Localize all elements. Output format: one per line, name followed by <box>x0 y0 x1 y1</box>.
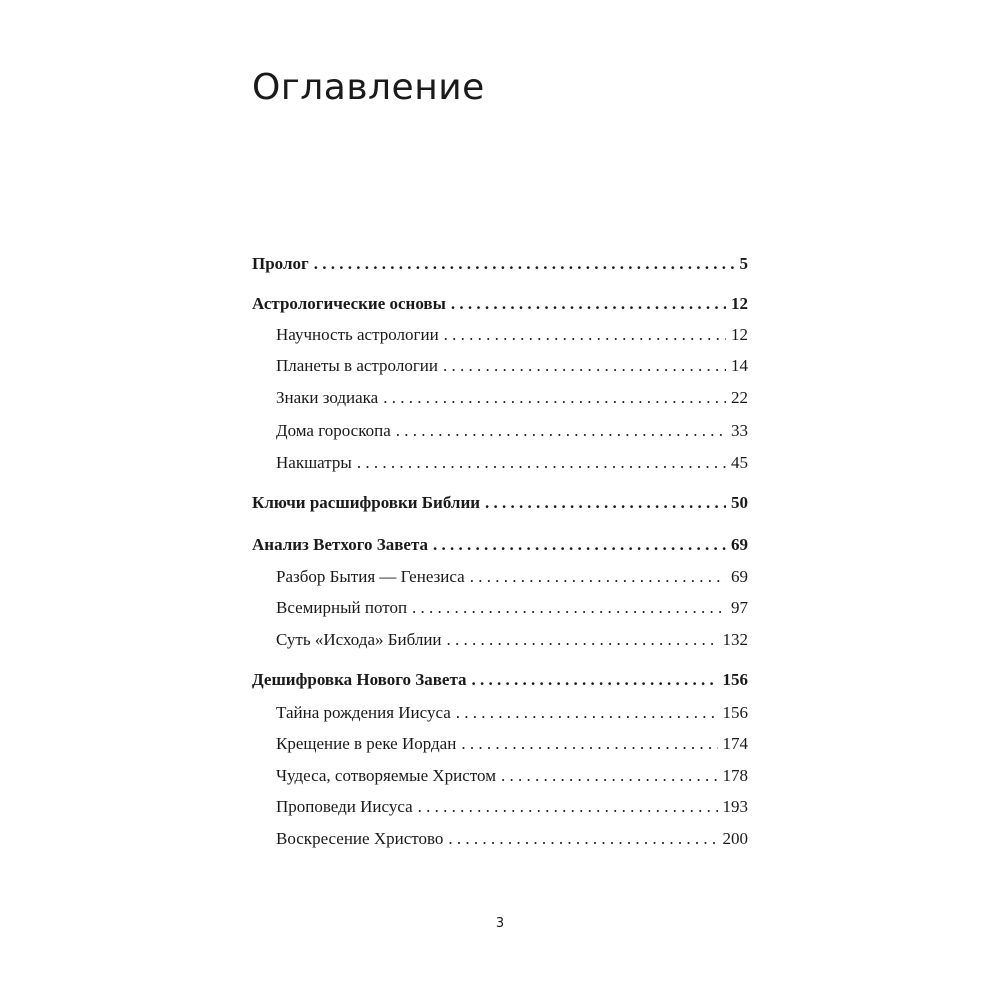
toc-entry-title: Накшатры <box>276 453 352 472</box>
toc-entry-page: 33 <box>731 421 748 440</box>
toc-entry-title: Тайна рождения Иисуса <box>276 703 451 722</box>
toc-entry-baptism[interactable] <box>276 734 748 754</box>
toc-entry-page: 45 <box>731 453 748 472</box>
toc-entry-page: 174 <box>722 734 748 753</box>
toc-entry-prologue[interactable] <box>252 254 748 274</box>
toc-entry-page: 156 <box>722 670 748 689</box>
toc-leader-dots <box>357 453 726 473</box>
toc-leader-dots <box>451 294 726 314</box>
toc-entry-page: 5 <box>739 254 748 273</box>
toc-entry-page: 69 <box>731 535 748 554</box>
toc-entry-houses[interactable] <box>276 421 748 441</box>
toc-entry-title: Планеты в астрологии <box>276 356 438 375</box>
toc-entry-title: Анализ Ветхого Завета <box>252 535 429 554</box>
toc-leader-dots <box>418 797 718 817</box>
toc-leader-dots <box>433 535 726 555</box>
toc-entry-page: 69 <box>731 567 748 586</box>
toc-entry-old-testament[interactable] <box>252 535 748 555</box>
toc-entry-miracles[interactable] <box>276 766 748 786</box>
toc-entry-page: 22 <box>731 388 748 407</box>
toc-leader-dots <box>472 670 718 690</box>
toc-entry-title: Проповеди Иисуса <box>276 797 413 816</box>
toc-leader-dots <box>443 356 726 376</box>
toc-entry-title: Дома гороскопа <box>276 421 391 440</box>
toc-entry-page: 14 <box>731 356 748 375</box>
toc-leader-dots <box>456 703 718 723</box>
toc-entry-title: Воскресение Христово <box>276 829 444 848</box>
toc-entry-page: 178 <box>722 766 748 785</box>
page-title: Оглавление <box>252 67 485 108</box>
toc-entry-birth-of-jesus[interactable] <box>276 703 748 723</box>
toc-entry-page: 97 <box>731 598 748 617</box>
toc-entry-title: Дешифровка Нового Завета <box>252 670 467 689</box>
toc-entry-new-testament[interactable] <box>252 670 748 690</box>
toc-entry-sermons[interactable] <box>276 797 748 817</box>
toc-entry-bible-keys[interactable] <box>252 493 748 513</box>
toc-entry-page: 50 <box>731 493 748 512</box>
toc-entry-zodiac-signs[interactable] <box>276 388 748 408</box>
toc-entry-planets[interactable] <box>276 356 748 376</box>
toc-entry-title: Разбор Бытия — Генезиса <box>276 567 465 586</box>
toc-leader-dots <box>412 598 726 618</box>
toc-entry-nakshatras[interactable] <box>276 453 748 473</box>
toc-entry-exodus[interactable] <box>276 630 748 650</box>
toc-entry-resurrection[interactable] <box>276 829 748 849</box>
toc-leader-dots <box>447 630 718 650</box>
toc-entry-title: Пролог <box>252 254 309 273</box>
toc-entry-title: Астрологические основы <box>252 294 446 313</box>
toc-entry-page: 200 <box>722 829 748 848</box>
toc-entry-page: 132 <box>722 630 748 649</box>
toc-entry-title: Чудеса, сотворяемые Христом <box>276 766 496 785</box>
toc-leader-dots <box>485 493 726 513</box>
toc-leader-dots <box>444 325 726 345</box>
toc-entry-genesis[interactable] <box>276 567 748 587</box>
toc-leader-dots <box>461 734 717 754</box>
toc-entry-astrology-basics[interactable] <box>252 294 748 314</box>
toc-entry-title: Знаки зодиака <box>276 388 379 407</box>
toc-entry-page: 12 <box>731 325 748 344</box>
toc-entry-title: Научность астрологии <box>276 325 439 344</box>
toc-leader-dots <box>448 829 717 849</box>
toc-leader-dots <box>314 254 735 274</box>
toc-leader-dots <box>396 421 726 441</box>
toc-entry-astrology-science[interactable] <box>276 325 748 345</box>
toc-entry-page: 193 <box>722 797 748 816</box>
toc-leader-dots <box>470 567 726 587</box>
toc-entry-title: Ключи расшифровки Библии <box>252 493 481 512</box>
toc-entry-page: 156 <box>722 703 748 722</box>
toc-leader-dots <box>501 766 718 786</box>
toc-entry-title: Крещение в реке Иордан <box>276 734 457 753</box>
toc-entry-page: 12 <box>731 294 748 313</box>
page-number: 3 <box>495 916 505 931</box>
toc-leader-dots <box>383 388 726 408</box>
toc-entry-title: Всемирный потоп <box>276 598 408 617</box>
toc-entry-title: Суть «Исхода» Библии <box>276 630 442 649</box>
toc-entry-flood[interactable] <box>276 598 748 618</box>
table-of-contents <box>252 0 748 1000</box>
